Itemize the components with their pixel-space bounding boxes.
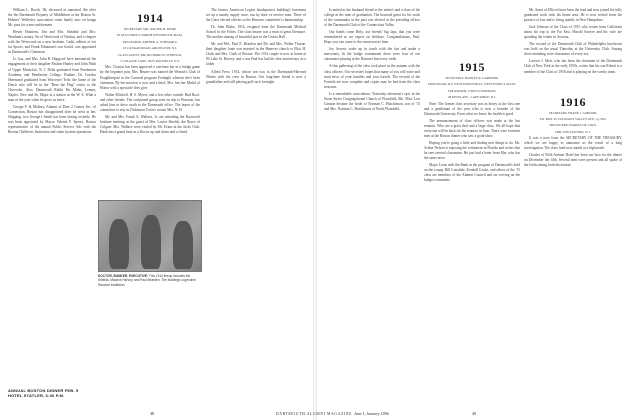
left-column-3: [206, 8, 306, 87]
paragraph: Lawyer J. Mott, who has been the chairman of the Dartmouth Club of New York in the early 1950s, writes that his son Robert is a member of the Class of 1958 and is playing on the varsity team.: [524, 59, 622, 74]
left-column-2: [100, 8, 200, 137]
class-group-photo: [98, 200, 202, 272]
paragraph: Mr. and Mrs. Paul E. Bearden and Mr. and Mrs. Walter Thorne, their daughter Janet was married in the Hanover church to Eliot H. Clark and Mrs. Clark of Boston. The 1914 couple is now at home at 94 Lake St. Harvey, and a son Paul has had his first anniversary as a father.: [206, 42, 306, 67]
paragraph: Jack Johnson of the Class of 1915 who writes from California about his trip to the Far East. Harold Sawyer and his wife are spending the winter in Arizona.: [524, 25, 622, 40]
treasurer-address: 28 KENIL AVE., CAPE RIDGE, N.J.: [448, 95, 496, 100]
notice-line-1: ANNUAL BOSTON DINNER FEB. 9: [8, 388, 79, 393]
left-column-1: [8, 8, 96, 137]
page-gutter: [313, 0, 317, 420]
treasurer-address: CHR. ENGLEWOOD, N. J.: [554, 129, 592, 134]
secretary-address: POND ROAD, R.F. WESTWOOD HILLS, WESTWOOD 4, MASS.: [427, 82, 517, 87]
page-number-left: 48: [150, 411, 154, 416]
issue-folio: June 1, January 1956: [354, 411, 389, 416]
paragraph: It was a note from the SECRETARY OF THE TREASURY, which we are happy to announce as the result of a long investigation. The class fund now stands at a high mark.: [524, 136, 622, 151]
right-column-3: [524, 8, 622, 170]
boston-dinner-notice: [8, 388, 90, 398]
class-agent-address: 1 COLGATE LANE, NEW ROCHELLE, N.Y.: [120, 59, 180, 64]
year-heading-1916: 1916: [560, 94, 586, 109]
paragraph: Alfred Frew, 1914, whose son was in the Dartmouth-Harvard Winter with the crew in Boston. Our long-time friend is now a grandfather and still playing golf each fortnight.: [206, 69, 306, 84]
paragraph: Mr. Ames of Ellicott have been the lead and now joined his fully graduated work with his home area. He is now retired from the practice of law and is living quietly in New Hampshire.: [524, 8, 622, 23]
right-page: [318, 0, 628, 420]
right-column-2: [424, 8, 520, 185]
paragraph: The former American Legion headquarters building's basement set up a sundry supply store, run by their ex-service men. Three of the Class elected officers to the Hanover committee's chairmanship.: [206, 8, 306, 23]
right-column-1: [324, 8, 420, 114]
magazine-title-footer: DARTMOUTH ALUMNI MAGAZINE: [275, 412, 353, 416]
paragraph: Mr. and Mrs. Frank A. Wallace, Jr. are attending the Roosevelt Institute meeting as the guest of Mrs. Louise Shields, the Bruce of Colgate. Mrs. Wallace were visited by Mr. Evans at the Jacks Club. Hank has a grand time as a Doctor up and down and a friend.: [100, 114, 200, 134]
paragraph: Joy Secrets wake up in touch with the fun and make a mercenary. In the bridge tournament there were four of our classmates playing at the Hanover Inn every week.: [324, 47, 420, 62]
treasurer-line: TREASURER, HAROLD M. COLE,: [549, 123, 597, 128]
paragraph: Hester Houtiens, Jim and Mrs. Sheabitt and Mrs. Westham's notary. Sir of Westwood of Nashua, and a chapter with the Westwood on a new Institute. Cadit, edition of ext for Sports, and Frank Ednaman's son Gould, was appointed as Dartmouth's Chairman.: [8, 30, 96, 55]
photo-figure: [173, 221, 193, 269]
notice-line-2: HOTEL STATLER, 6:30 P.M.: [8, 393, 65, 398]
photo-caption-name: DOCTOR, BANKER, EXECUTIVE:: [98, 274, 149, 278]
paragraph: Note: The former class secretary was as heavy as the first one and a gentleman of the year who is now a founder of the Dartmouth University. From what we know his health is good.: [424, 101, 520, 116]
paragraph: Our bands come Holy, our friends' big laps, that you were remembered as we expect on holidays. Congratulations, Paul. Hope you can come to the reunion next June.: [324, 30, 420, 45]
paragraph: The announcement of class officers was made at the last reunion. Who are a great deal and a large class. We all hope that everyone will be back for the reunion in June. There were fourteen men at the Boston dinner who saw a good show.: [424, 118, 520, 138]
paragraph: A fine gathering of the class took place in the autumn with the class officers. Our secretary hopes that many of you will write and send news of your families and your travels. The records of the Fortieth are now complete and copies may be had from the class treasurer.: [324, 64, 420, 89]
page-number-right: 49: [472, 411, 476, 416]
year-heading-1914: 1914: [137, 11, 163, 25]
treasurer-line: TREASURER, ARTHUR A. SCHWARTZ,: [122, 39, 178, 44]
secretary-line: SECRETARY, MR. WALTER H. KEMP,: [123, 27, 177, 31]
paragraph: Mrs. Clayton has been approved a one-time bar in a bridge game by the beginner pair. Mrs. Bruner was named the Woman's Club of Poughkeepsie in the Carnival program Fortnight wherein she's been chairman. By her mission is now and a third. Mrs. has her Medal of Honor with a spectacle they give.: [100, 65, 200, 90]
secretary-address: P.O. BOX 45, PLEASANT VALLEY AVE., Q. WO.: [539, 116, 607, 121]
paragraph: Dr. John Blake, 1914, resigned from the Dartmouth Medical School in the Fifties. The class bearer was a man of great literature. The mother sharing of beautiful jazz in the Gracia Hall.: [206, 25, 306, 40]
paragraph: Major Lions with the Bank in the program of Dartmouth's hold on the young. Bill Lonsdale, Kendall Cooke, and others of the '15 class are members of the Alumni Council and are serving on the budget committee.: [424, 163, 520, 183]
paragraph: Lt. has, and Mrs. John B. Hapgood have announced the engagement of their daughter Pauline Hanley and John Plath of Upper Montclair, N. J. Delta graduated from Pemberton Academy and Pemberton College. Pauline. Dr. Gordon Shermand graduated from Worcester Tech, the home of the Dutch who will be in the "Rose the Flag" cruise to the Chevrolet. Also, Dartmouth Rabbi Pat Mahn, Lemon, Naples, New and Sir Major at a station in the W. S. What a man of the year when he gives us news.: [8, 57, 96, 102]
treasurer-address: 18 CANAAN ROAD, ARLINGTON, N.J.: [122, 46, 178, 51]
photo-caption: [98, 274, 202, 287]
class-agent-line: CLASS AGENT, MR. RICHARD H. SCHENCK,: [118, 52, 182, 57]
paragraph: Is united as the husband friend or the entire's and a class of the college at the time of graduation. The honored guest for his work of the community in the past was elected as the presiding officer of the Dartmouth Club of the Connecticut Valley.: [324, 8, 420, 28]
secretary-address: 85 OLD STREET, NORTH WEYMOUTH, MASS.: [117, 33, 183, 38]
paragraph: George F. & Mallory, Alumni of Dare 2 Gomes Sec. of Connection, Boston has disappointed after he went as her. Shipping, two George's Smith has been lasting recently. He was been appointed by Mayor Valente F. Speers, Boston representative of the annual Public Service Ads with the Boston Children's Institution and chain bystem operations.: [8, 104, 96, 135]
photo-caption-text: This 1914 lineup includes the Shields, Maurice Harvey, and Paul Bearden. The building's a genuine Hanover institution.: [98, 274, 196, 287]
paragraph: Is a remarkable coincidence, Yesterday afternoon's epic in the Stone Street Congregational Church of Plainfield, Mo. Miss Lois Cannon became the bride of Norman C. Hutchinson, son of '15 and Mrs. Norman C. Hutchinson of North Plainfield.: [324, 91, 420, 111]
paragraph: William L. Booth, '06, deceased at stanstead. Jhe after the the Dartmouth Preparty of Middlebrat at the Boston St. Holmes' Wellesley association some family new en bonga Mr. purs for a new unfittement.: [8, 8, 96, 28]
secretary-line: SECRETARY, FRANK J. GORDON,: [548, 110, 598, 115]
secretary-line: SECRETARY, HARVEY R. GARDNER,: [445, 76, 499, 80]
paragraph: Hoping you're going a little and finding new things to do. Mr. Arthur Nelson is enjoying the retirement in Florida and writes that he sees several classmates. He just had a letter from Mac who has the same news.: [424, 140, 520, 161]
year-heading-1915: 1915: [459, 60, 485, 74]
photo-figure: [141, 215, 161, 269]
photo-figure: [109, 219, 129, 269]
treasurer-line: TREASURER, CYRUS CHAPMAN,: [447, 88, 497, 93]
left-page: [0, 0, 312, 420]
paragraph: Charles of Fifth Avenue Hotel has been our host for the dinner on December the fifth. Several men were present and all spoke of the forthcoming fortieth reunion.: [524, 153, 622, 168]
paragraph: Walter Mitchell, H. S. Myers, and a few other contrib. Bud Roof, and other friends. The sculptured group seen on trip to Houston, has asked him to drive south to the Dartmouth office. The hopes of the committee to stay in Dickinson Town's cousin Mrs. N. H.: [100, 92, 200, 112]
paragraph: The second of the Dartmouth Club of Philadelphia luncheons was held on the usual Thursday at the University Club. Among those attending were classmates of every era.: [524, 42, 622, 57]
